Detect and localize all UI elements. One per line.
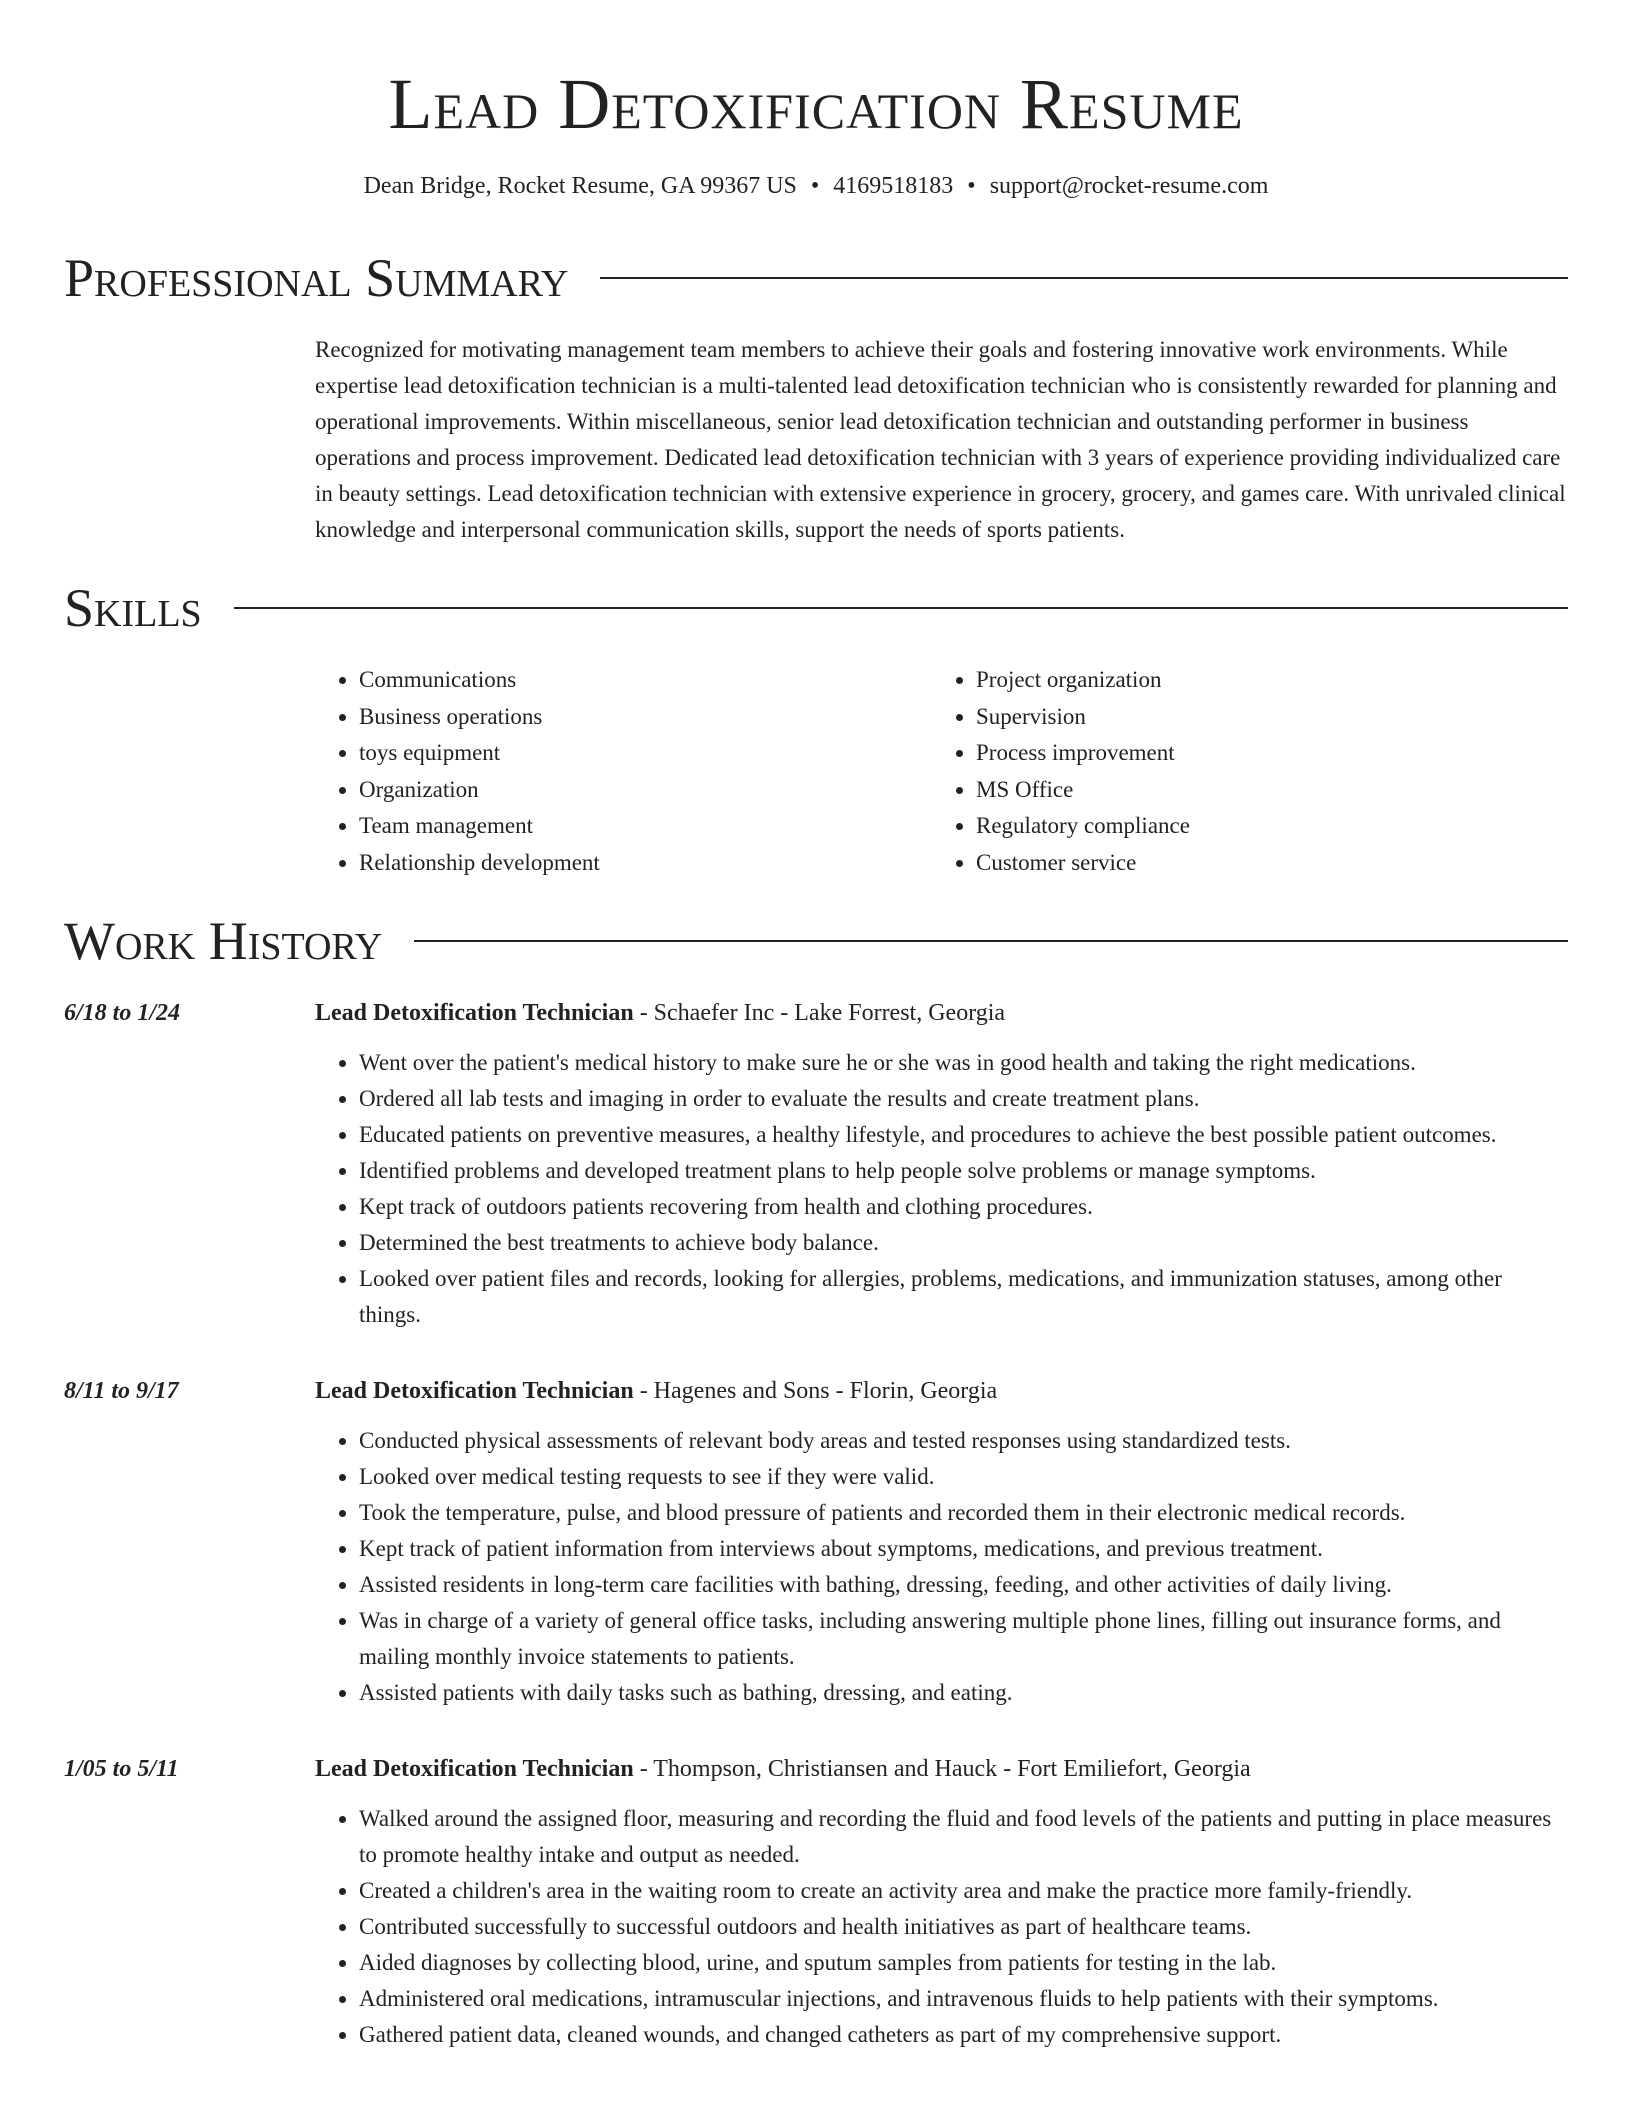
job-title: Lead Detoxification Technician: [315, 1378, 634, 1404]
job-bullet: • Determined the best treatments to achieve body balance.: [359, 1225, 1568, 1261]
section-divider: [600, 277, 1568, 279]
job-bullet: • Walked around the assigned floor, measuring and recording the fluid and food levels of the patients and putting in place measures to promote healthy intake and output as needed.: [359, 1801, 1568, 1873]
job-body: [315, 995, 1568, 1333]
job-bullet: • Assisted residents in long-term care facilities with bathing, dressing, feeding, and other activities of daily living.: [359, 1567, 1568, 1603]
job-bullet: • Gathered patient data, cleaned wounds, and changed catheters as part of my comprehensive support.: [359, 2017, 1568, 2053]
skill-item: • Process improvement: [976, 735, 1549, 772]
job-bullet: • Contributed successfully to successful outdoors and health initiatives as part of healthcare teams.: [359, 1909, 1568, 1945]
skill-item: • Regulatory compliance: [976, 808, 1549, 845]
job-bullet: • Assisted patients with daily tasks such as bathing, dressing, and eating.: [359, 1675, 1568, 1711]
resume-title: Lead Detoxification Resume: [388, 64, 1244, 144]
job-company: - Thompson, Christiansen and Hauck - Fort Emiliefort, Georgia: [633, 1756, 1251, 1782]
job-bullet: • Aided diagnoses by collecting blood, urine, and sputum samples from patients for testing in the lab.: [359, 1945, 1568, 1981]
work-heading: Work History: [64, 911, 383, 971]
section-divider: [414, 940, 1568, 942]
job-bullets: [315, 1045, 1568, 1333]
job-dates: 6/18 to 1/24: [64, 1000, 181, 1026]
contact-email: support@rocket-resume.com: [989, 173, 1269, 199]
contact-separator: •: [967, 173, 976, 199]
job-bullet: • Conducted physical assessments of relevant body areas and tested responses using standardized tests.: [359, 1423, 1568, 1459]
skill-item: • Communications: [359, 662, 932, 699]
skills-column-left: [315, 662, 932, 881]
skill-item: • Supervision: [976, 699, 1549, 736]
contact-phone: 4169518183: [833, 173, 954, 199]
skill-item: • Relationship development: [359, 845, 932, 882]
summary-heading: Professional Summary: [64, 248, 569, 308]
job-bullet: • Went over the patient's medical history to make sure he or she was in good health and taking the right medications.: [359, 1045, 1568, 1081]
job-heading: [315, 1373, 1568, 1409]
job-bullet: • Created a children's area in the waiting room to create an activity area and make the practice more family-friendly.: [359, 1873, 1568, 1909]
job-bullet: • Kept track of patient information from interviews about symptoms, medications, and previous treatment.: [359, 1531, 1568, 1567]
skill-item: • toys equipment: [359, 735, 932, 772]
job-bullet: • Looked over patient files and records, looking for allergies, problems, medications, and immunization statuses, among other things.: [359, 1261, 1568, 1333]
job-bullet: • Kept track of outdoors patients recovering from health and clothing procedures.: [359, 1189, 1568, 1225]
job-bullet: • Educated patients on preventive measures, a healthy lifestyle, and procedures to achieve the best possible patient outcomes.: [359, 1117, 1568, 1153]
skill-item: • MS Office: [976, 772, 1549, 809]
job-bullet: • Administered oral medications, intramuscular injections, and intravenous fluids to help patients with their symptoms.: [359, 1981, 1568, 2017]
job-body: [315, 1373, 1568, 1711]
skills-list: [315, 662, 1568, 881]
skill-item: • Business operations: [359, 699, 932, 736]
skill-item: • Team management: [359, 808, 932, 845]
job-heading: [315, 995, 1568, 1031]
skills-heading: Skills: [64, 578, 202, 638]
skills-section-header: [64, 578, 1568, 638]
resume-page: [64, 0, 1568, 2053]
job-heading: [315, 1751, 1568, 1787]
skills-column-right: [932, 662, 1549, 881]
job-bullet: • Was in charge of a variety of general office tasks, including answering multiple phone lines, filling out insurance forms, and mailing monthly invoice statements to patients.: [359, 1603, 1568, 1675]
job-company: - Schaefer Inc - Lake Forrest, Georgia: [633, 1000, 1006, 1026]
job-dates: 1/05 to 5/11: [64, 1756, 179, 1782]
job-bullet: • Ordered all lab tests and imaging in order to evaluate the results and create treatment plans.: [359, 1081, 1568, 1117]
contact-line: Dean Bridge, Rocket Resume, GA 99367 US • 4169518183 • support@rocket-resume.com: [64, 170, 1568, 202]
skill-item: • Customer service: [976, 845, 1549, 882]
skill-item: • Organization: [359, 772, 932, 809]
section-divider: [234, 607, 1568, 609]
job-body: [315, 1751, 1568, 2053]
contact-separator: •: [810, 173, 820, 199]
job-title: Lead Detoxification Technician: [315, 1000, 634, 1026]
contact-address: Rocket Resume, GA 99367 US: [497, 173, 797, 199]
summary-text: Recognized for motivating management team members to achieve their goals and fostering innovative work environments. While expertise lead detoxification technician is a multi-talented lead detoxification technician who is consistently rewarded for planning and operational improvements. Within miscellaneous, senior lead detoxification technician and outstanding performer in business operations and process improvement. Dedicated lead detoxification technician with 3 years of experience providing individualized care in beauty settings. Lead detoxification technician with extensive experience in grocery, grocery, and games care. With unrivaled clinical knowledge and interpersonal communication skills, support the needs of sports patients.: [315, 337, 1566, 542]
job-dates: 8/11 to 9/17: [64, 1378, 179, 1404]
summary-section-header: [64, 248, 1568, 308]
work-section-header: [64, 911, 1568, 971]
job-bullet: • Identified problems and developed treatment plans to help people solve problems or manage symptoms.: [359, 1153, 1568, 1189]
job-company: - Hagenes and Sons - Florin, Georgia: [633, 1378, 998, 1404]
job-entry: [64, 1373, 1568, 1711]
job-bullet: • Looked over medical testing requests to see if they were valid.: [359, 1459, 1568, 1495]
job-bullet: • Took the temperature, pulse, and blood pressure of patients and recorded them in their electronic medical records.: [359, 1495, 1568, 1531]
job-entry: [64, 1751, 1568, 2053]
job-bullets: [315, 1801, 1568, 2053]
skill-item: • Project organization: [976, 662, 1549, 699]
job-bullets: [315, 1423, 1568, 1711]
job-title: Lead Detoxification Technician: [315, 1756, 634, 1782]
job-entry: [64, 995, 1568, 1333]
contact-name: Dean Bridge: [363, 173, 486, 199]
